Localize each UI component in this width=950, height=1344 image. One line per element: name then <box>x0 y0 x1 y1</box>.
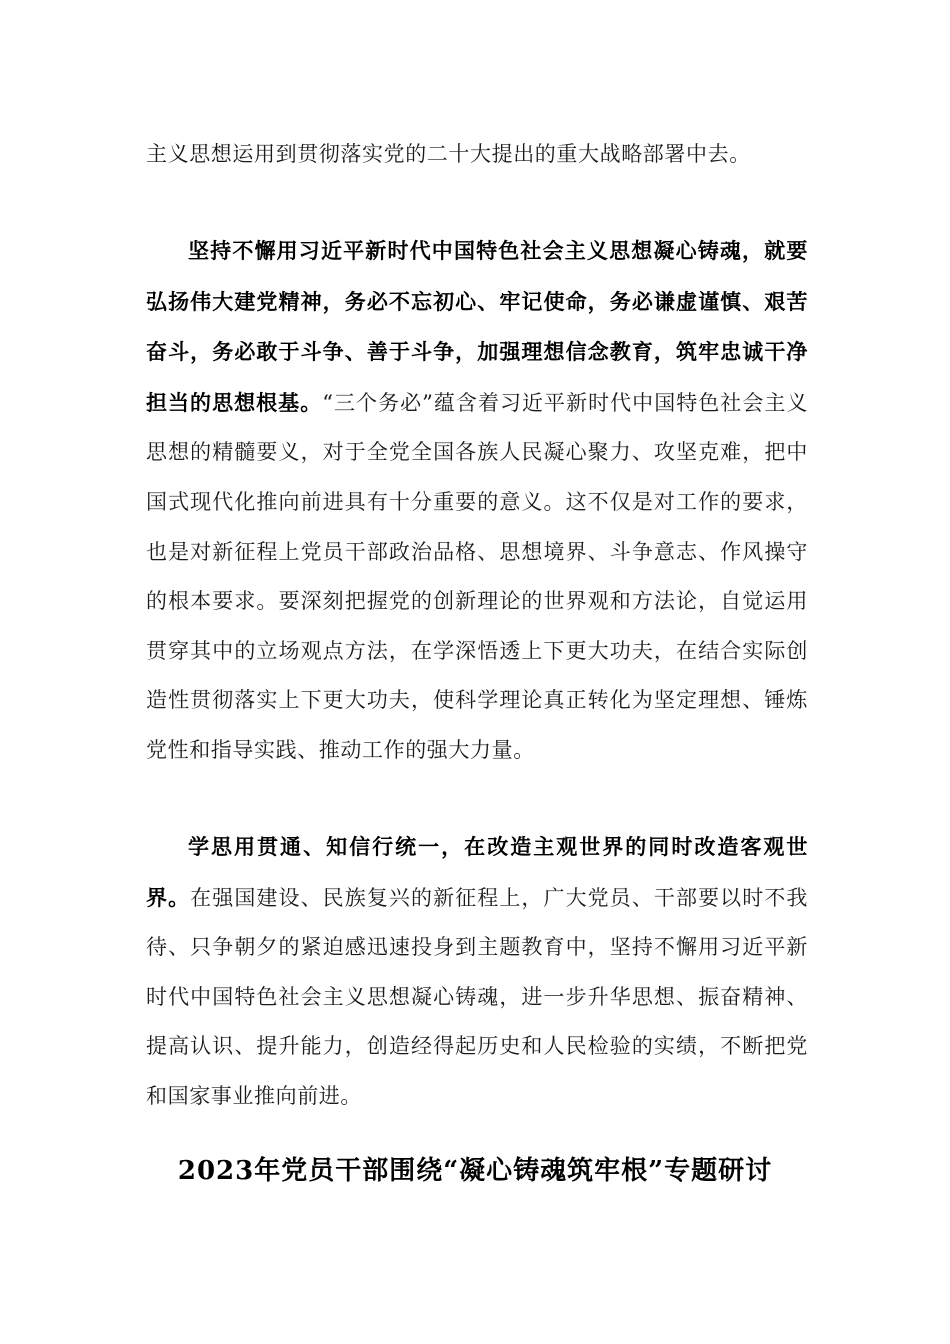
paragraph-continuation <box>146 130 808 180</box>
section-heading: 2023年党员干部围绕“凝心铸魂筑牢根”专题研讨 <box>177 1156 773 1186</box>
paragraph-text: 在强国建设、民族复兴的新征程上，广大党员、干部要以时不我待、只争朝夕的紧迫感迅速投身到主题教育中，坚持不懈用习近平新时代中国特色社会主义思想凝心铸魂，进一步升华思想、振奋精神、提高认识、提升能力，创造经得起历史和人民检验的实绩，不断把党和国家事业推向前进。 <box>146 885 808 1108</box>
paragraph-text: 主义思想运用到贯彻落实党的二十大提出的重大战略部署中去。 <box>146 142 751 166</box>
paragraph-text: “三个务必”蕴含着习近平新时代中国特色社会主义思想的精髓要义，对于全党全国各族人民凝心聚力、攻坚克难，把中国式现代化推向前进具有十分重要的意义。这不仅是对工作的要求，也是对新征程上党员干部政治品格、思想境界、斗争意志、作风操守的根本要求。要深刻把握党的创新理论的世界观和方法论，自觉运用贯穿其中的立场观点方法，在学深悟透上下更大功夫，在结合实际创造性贯彻落实上下更大功夫，使科学理论真正转化为坚定理想、锤炼党性和指导实践、推动工作的强大力量。 <box>146 390 808 762</box>
paragraph-lead-bold: 学思用贯通、知信行统一，在改造主观世界的同时改造客观世界。 <box>146 834 808 910</box>
paragraph-1 <box>146 226 808 776</box>
paragraph-2 <box>146 822 808 1122</box>
paragraph-lead-bold: 坚持不懈用习近平新时代中国特色社会主义思想凝心铸魂，就要弘扬伟大建党精神，务必不忘初心、牢记使命，务必谦虚谨慎、艰苦奋斗，务必敢于斗争、善于斗争，加强理想信念教育，筑牢忠诚干净担当的思想根基。 <box>146 238 808 415</box>
